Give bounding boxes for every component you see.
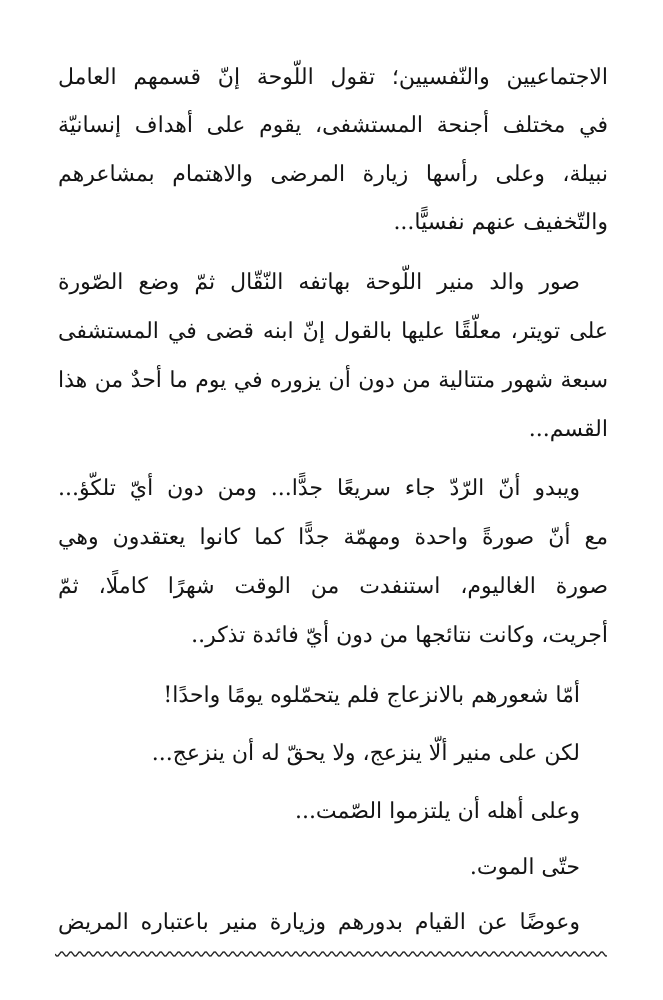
paragraph-1-line-1: الاجتماعيين والنّفسيين؛ تقول اللّوحة إنّ قسمهم العامل [58,65,608,90]
paragraph-7-line-1: حتّى الموت. [469,855,580,880]
paragraph-1-line-4: والتّخفيف عنهم نفسيًّا... [393,210,608,235]
paragraph-2-line-3: سبعة شهور متتالية من دون أن يزوره في يوم ما أحدٌ من هذا [58,368,608,393]
paragraph-6-line-1: وعلى أهله أن يلتزموا الصّمت... [294,799,580,824]
paragraph-3-line-4: أجريت، وكانت نتائجها من دون أيّ فائدة تذكر.. [191,623,608,648]
paragraph-2-line-1: صور والد منير اللّوحة بهاتفه النّقّال ثمّ وضع الصّورة [58,270,580,295]
paragraph-5-line-1: لكن على منير ألّا ينزعج، ولا يحقّ له أن ينزعج... [151,741,580,766]
paragraph-1-line-3: نبيلة، وعلى رأسها زيارة المرضى والاهتمام بمشاعرهم [58,162,608,187]
wavy-divider-ornament [55,944,608,964]
paragraph-3-line-1: ويبدو أنّ الرّدّ جاء سريعًا جدًّا... ومن دون أيّ تلكّؤ... [58,476,580,501]
paragraph-2-line-2: على تويتر، معلّقًا عليها بالقول إنّ ابنه قضى في المستشفى [58,319,608,344]
paragraph-8-line-1: وعوضًا عن القيام بدورهم وزيارة منير باعتباره المريض [58,910,580,935]
paragraph-1-line-2: في مختلف أجنحة المستشفى، يقوم على أهداف إنسانيّة [58,113,608,138]
paragraph-3-line-3: صورة الغاليوم، استنفدت من الوقت شهرًا كاملًا، ثمّ [58,574,608,599]
paragraph-2-line-4: القسم... [528,417,608,442]
paragraph-4-line-1: أمّا شعورهم بالانزعاج فلم يتحمّلوه يومًا واحدًا! [163,683,580,708]
paragraph-3-line-2: مع أنّ صورةً واحدة ومهمّة جدًّا كما كانوا يعتقدون وهي [58,525,608,550]
